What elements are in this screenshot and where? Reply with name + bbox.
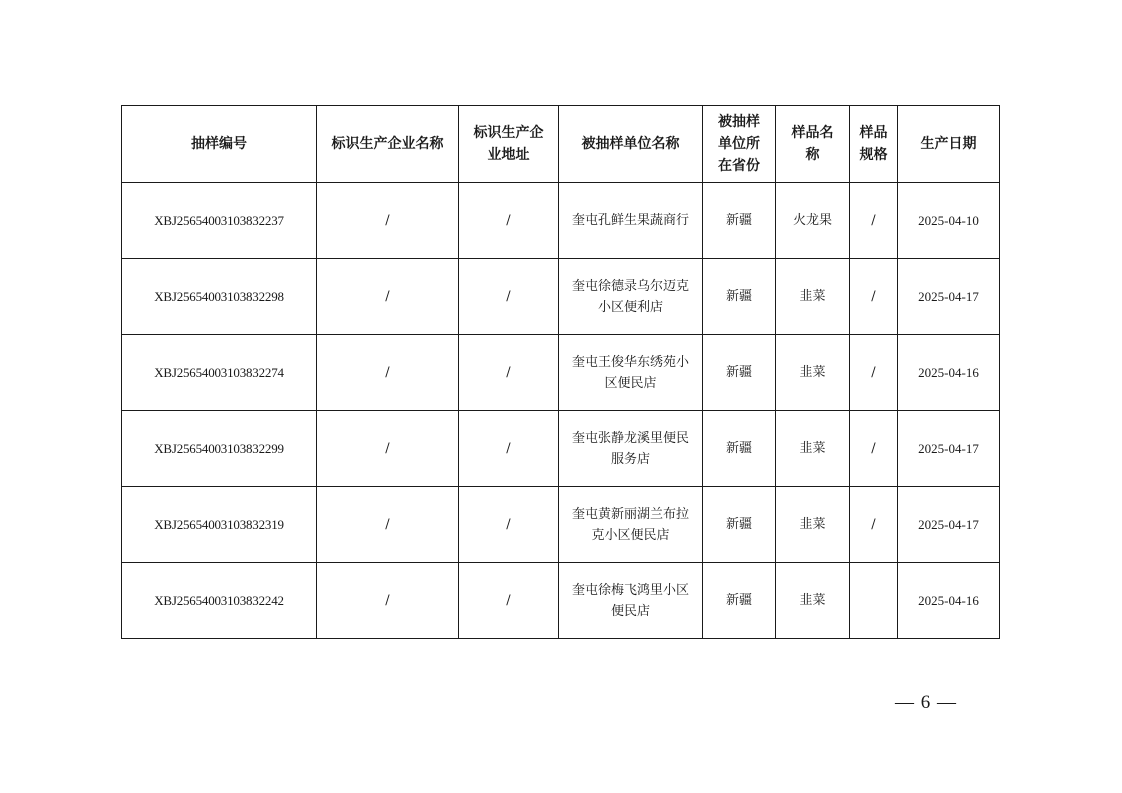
table-row	[122, 411, 1000, 487]
cell-province: 新疆	[703, 411, 776, 487]
cell-producer-name: /	[317, 259, 459, 335]
cell-production-date: 2025-04-17	[898, 487, 1000, 563]
cell-sample-code: XBJ25654003103832319	[122, 487, 317, 563]
cell-sample-spec: /	[850, 259, 898, 335]
cell-sample-name: 韭菜	[776, 335, 850, 411]
cell-producer-address: /	[459, 487, 559, 563]
cell-sample-code: XBJ25654003103832299	[122, 411, 317, 487]
cell-producer-address: /	[459, 411, 559, 487]
cell-producer-name: /	[317, 335, 459, 411]
cell-sample-spec: /	[850, 335, 898, 411]
cell-province: 新疆	[703, 487, 776, 563]
cell-producer-address: /	[459, 563, 559, 639]
cell-production-date: 2025-04-10	[898, 183, 1000, 259]
header-sample-spec: 样品规格	[850, 106, 898, 183]
header-producer-address: 标识生产企业地址	[459, 106, 559, 183]
cell-sampled-unit: 奎屯徐德录乌尔迈克小区便利店	[559, 259, 703, 335]
table-header-row	[122, 106, 1000, 183]
table-row	[122, 259, 1000, 335]
cell-sample-name: 韭菜	[776, 487, 850, 563]
cell-producer-address: /	[459, 259, 559, 335]
header-production-date: 生产日期	[898, 106, 1000, 183]
cell-sample-name: 韭菜	[776, 563, 850, 639]
cell-province: 新疆	[703, 259, 776, 335]
cell-sampled-unit: 奎屯黄新丽湖兰布拉克小区便民店	[559, 487, 703, 563]
cell-sample-spec	[850, 563, 898, 639]
cell-production-date: 2025-04-16	[898, 335, 1000, 411]
cell-producer-address: /	[459, 335, 559, 411]
cell-producer-address: /	[459, 183, 559, 259]
cell-production-date: 2025-04-16	[898, 563, 1000, 639]
cell-province: 新疆	[703, 335, 776, 411]
header-sample-code: 抽样编号	[122, 106, 317, 183]
cell-producer-name: /	[317, 487, 459, 563]
cell-sampled-unit: 奎屯孔鲜生果蔬商行	[559, 183, 703, 259]
cell-sample-code: XBJ25654003103832242	[122, 563, 317, 639]
cell-sample-name: 韭菜	[776, 259, 850, 335]
cell-production-date: 2025-04-17	[898, 411, 1000, 487]
cell-sample-name: 火龙果	[776, 183, 850, 259]
cell-sample-code: XBJ25654003103832298	[122, 259, 317, 335]
page-number: — 6 —	[895, 692, 957, 713]
cell-producer-name: /	[317, 563, 459, 639]
table-row	[122, 563, 1000, 639]
cell-sampled-unit: 奎屯张静龙溪里便民服务店	[559, 411, 703, 487]
cell-producer-name: /	[317, 183, 459, 259]
table-row	[122, 335, 1000, 411]
header-producer-name: 标识生产企业名称	[317, 106, 459, 183]
cell-sample-spec: /	[850, 487, 898, 563]
cell-sample-code: XBJ25654003103832237	[122, 183, 317, 259]
cell-province: 新疆	[703, 563, 776, 639]
sampling-results-table	[121, 105, 1000, 639]
header-province: 被抽样单位所在省份	[703, 106, 776, 183]
cell-sample-spec: /	[850, 411, 898, 487]
cell-sampled-unit: 奎屯徐梅飞鸿里小区便民店	[559, 563, 703, 639]
cell-province: 新疆	[703, 183, 776, 259]
header-sampled-unit: 被抽样单位名称	[559, 106, 703, 183]
table-row	[122, 487, 1000, 563]
header-sample-name: 样品名称	[776, 106, 850, 183]
table-row	[122, 183, 1000, 259]
cell-sample-code: XBJ25654003103832274	[122, 335, 317, 411]
cell-sampled-unit: 奎屯王俊华东绣苑小区便民店	[559, 335, 703, 411]
cell-producer-name: /	[317, 411, 459, 487]
cell-sample-spec: /	[850, 183, 898, 259]
cell-sample-name: 韭菜	[776, 411, 850, 487]
cell-production-date: 2025-04-17	[898, 259, 1000, 335]
